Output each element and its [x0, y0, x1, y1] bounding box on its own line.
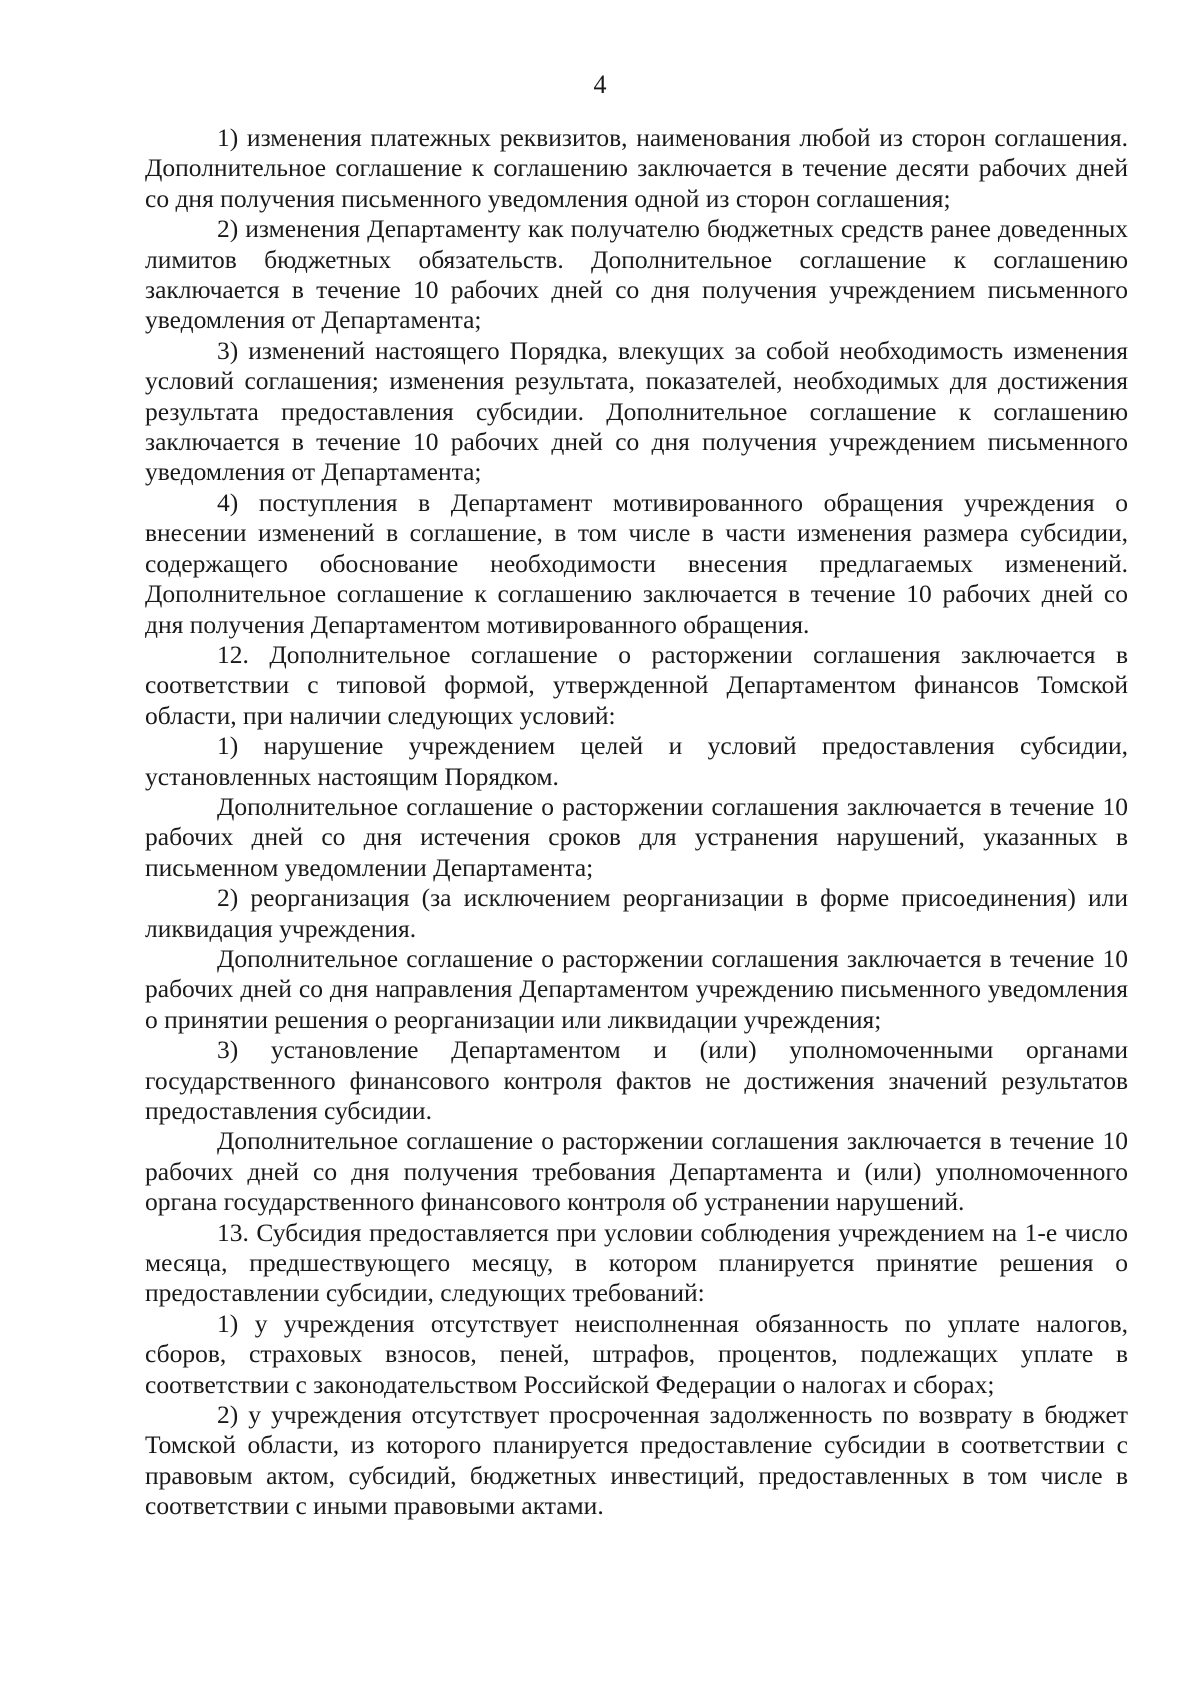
paragraph-termination-term-control: Дополнительное соглашение о расторжении соглашения заключается в течение 10 рабочих дней со дня получения требования Департамента и (или) уполномоченного органа государственного финансового контроля об устранении нарушений. — [145, 1126, 1128, 1217]
paragraph-violation-of-goals: 1) нарушение учреждением целей и условий предоставления субсидии, установленных настоящим Порядком. — [145, 731, 1128, 791]
document-body — [145, 123, 1128, 1522]
paragraph-item-13: 13. Субсидия предоставляется при условии соблюдения учреждением на 1-е число месяца, предшествующего месяцу, в котором планируется принятие решения о предоставлении субсидии, следующих требований: — [145, 1217, 1128, 1308]
paragraph-motivated-request: 4) поступления в Департамент мотивированного обращения учреждения о внесении изменений в соглашение, в том числе в части изменения размера субсидии, содержащего обоснование необходимости внесения предлагаемых изменений. Дополнительное соглашение к соглашению заключается в течение 10 рабочих дней со дня получения Департаментом мотивированного обращения. — [145, 487, 1128, 639]
paragraph-change-procedure: 3) изменений настоящего Порядка, влекущих за собой необходимость изменения условий соглашения; изменения результата, показателей, необходимых для достижения результата предоставления субсидии. Дополнительное соглашение к соглашению заключается в течение 10 рабочих дней со дня получения учреждением письменного уведомления от Департамента; — [145, 335, 1128, 487]
paragraph-reorganization: 2) реорганизация (за исключением реорганизации в форме присоединения) или ликвидация учреждения. — [145, 883, 1128, 943]
paragraph-control-findings: 3) установление Департаментом и (или) уполномоченными органами государственного финансового контроля фактов не достижения значений результатов предоставления субсидии. — [145, 1035, 1128, 1125]
paragraph-item-12: 12. Дополнительное соглашение о расторжении соглашения заключается в соответствии с типовой формой, утвержденной Департаментом финансов Томской области, при наличии следующих условий: — [145, 639, 1128, 730]
paragraph-termination-term-reorganization: Дополнительное соглашение о расторжении соглашения заключается в течение 10 рабочих дней со дня направления Департаментом учреждению письменного уведомления о принятии решения о реорганизации или ликвидации учреждения; — [145, 943, 1128, 1034]
page-number: 4 — [593, 70, 607, 99]
paragraph-no-tax-debt: 1) у учреждения отсутствует неисполненная обязанность по уплате налогов, сборов, страховых взносов, пеней, штрафов, процентов, подлежащих уплате в соответствии с законодательством Российской Федерации о налогах и сборах; — [145, 1308, 1128, 1399]
paragraph-change-payment-details: 1) изменения платежных реквизитов, наименования любой из сторон соглашения. Дополнительное соглашение к соглашению заключается в течение десяти рабочих дней со дня получения письменного уведомления одной из сторон соглашения; — [145, 123, 1128, 213]
paragraph-change-budget-limits: 2) изменения Департаменту как получателю бюджетных средств ранее доведенных лимитов бюджетных обязательств. Дополнительное соглашение к соглашению заключается в течение 10 рабочих дней со дня получения учреждением письменного уведомления от Департамента; — [145, 214, 1128, 335]
paragraph-no-overdue-debt: 2) у учреждения отсутствует просроченная задолженность по возврату в бюджет Томской области, из которого планируется предоставление субсидии в соответствии с правовым актом, субсидий, бюджетных инвестиций, предоставленных в том числе в соответствии с иными правовыми актами. — [145, 1400, 1128, 1521]
paragraph-termination-term-violation: Дополнительное соглашение о расторжении соглашения заключается в течение 10 рабочих дней со дня истечения сроков для устранения нарушений, указанных в письменном уведомлении Департамента; — [145, 791, 1128, 882]
